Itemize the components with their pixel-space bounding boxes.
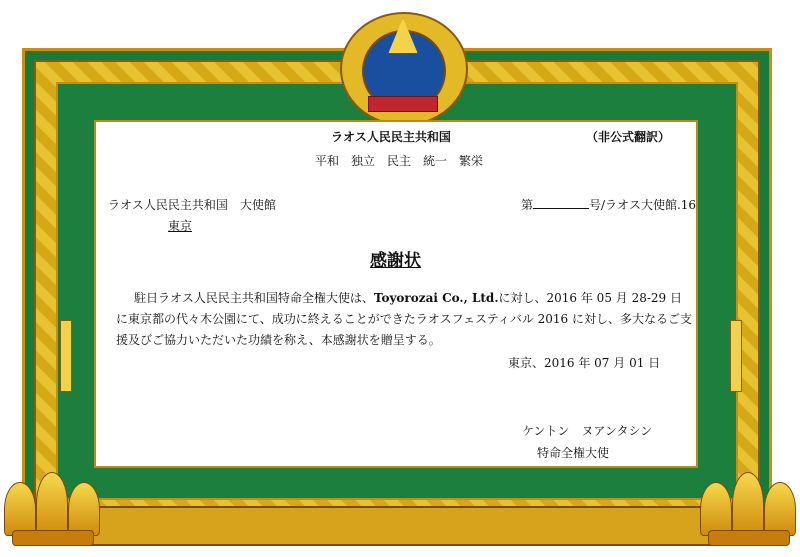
certificate-body	[116, 288, 692, 351]
national-emblem	[332, 4, 472, 124]
body-part-2: に対し、2016 年 05 月 28-29 日に東京都の代々木公園にて、成功に終えることができたラオスフェスティバル 2016 に対し、多大なるご支援及びご協力いただいた功績を称え、本感謝状を贈呈する。	[116, 291, 693, 347]
body-part-1: 駐日ラオス人民民主共和国特命全権大使は、	[134, 291, 374, 305]
company-name: Toyorozai Co., Ltd.	[373, 291, 499, 305]
country-name: ラオス人民民主共和国	[331, 130, 451, 144]
reference-suffix: 号/ラオス大使館.16	[589, 198, 697, 212]
right-lotus-ornament	[700, 466, 796, 536]
right-pillar-ornament	[730, 320, 742, 392]
left-lotus-ornament	[4, 466, 100, 536]
left-pillar-ornament	[60, 320, 72, 392]
signatory-title: 特命全権大使	[537, 446, 610, 460]
embassy-city: 東京	[168, 219, 193, 233]
certificate-title: 感謝状	[370, 251, 421, 271]
signatory-name: ケントン ヌアンタシン	[522, 424, 653, 438]
embassy-name: ラオス人民民主共和国 大使館	[108, 198, 276, 212]
reference-blank-line	[533, 198, 589, 209]
bottom-ornament-band	[60, 506, 740, 546]
unofficial-translation-note: （非公式翻訳）	[586, 130, 671, 144]
reference-prefix: 第	[521, 198, 534, 212]
national-motto: 平和 独立 民主 統一 繁栄	[315, 154, 484, 168]
issue-date: 東京、2016 年 07 月 01 日	[508, 356, 661, 370]
reference-number	[521, 198, 696, 212]
